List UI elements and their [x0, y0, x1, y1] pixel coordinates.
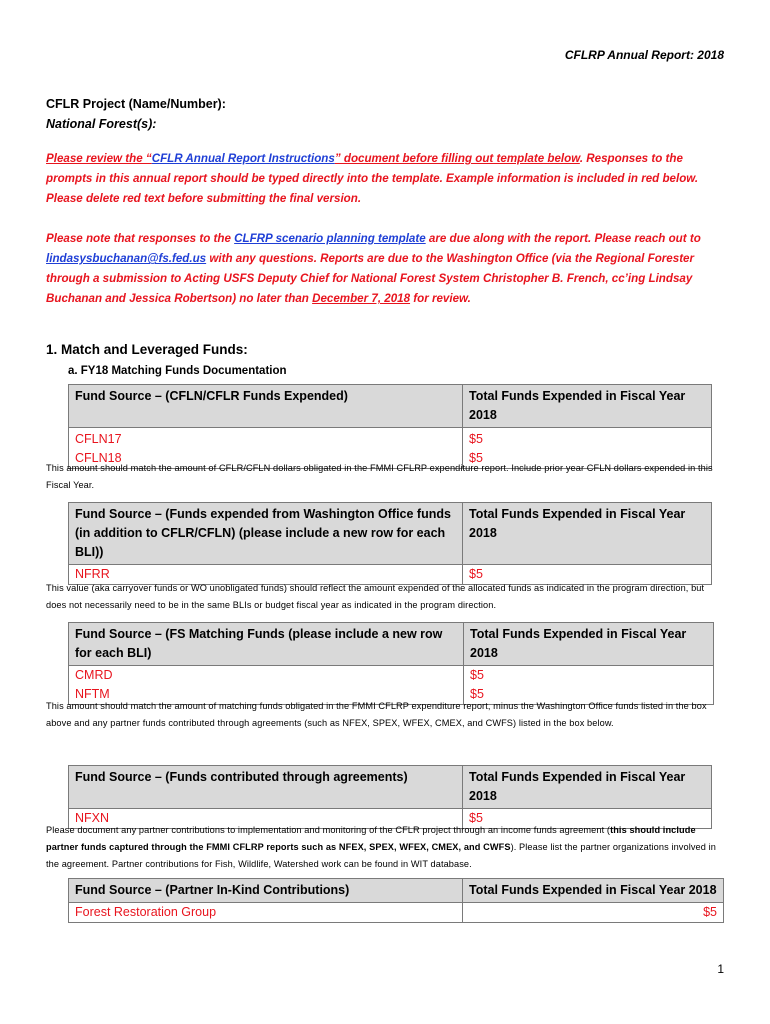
fund-source-cell[interactable]: NFRR — [69, 565, 463, 585]
total-funds-header: Total Funds Expended in Fiscal Year 2018 — [463, 766, 712, 809]
fund-source-cell[interactable]: CMRD NFTM — [69, 666, 464, 705]
amount-cell[interactable]: $5 — [463, 903, 724, 923]
project-name-label: CFLR Project (Name/Number): — [46, 97, 226, 111]
total-funds-header: Total Funds Expended in Fiscal Year 2018 — [463, 879, 724, 903]
note-matching: This amount should match the amount of matching funds obligated in the FMMI CFLRP expenditure report, minus the Washington Office funds listed in the box above and any partner funds contributed through agreements (such as NFEX, SPEX, WFEX, CMEX, and CWFS) listed in the box below. — [46, 701, 707, 728]
national-forest-label: National Forest(s): — [46, 117, 157, 131]
fund-source-cell[interactable]: NFXN — [69, 809, 463, 829]
funds-table-inkind — [68, 878, 724, 923]
instructions-paragraph-2: Please note that responses to the CLFRP scenario planning template are due along with the report. Please reach out to lindasysbuchanan@fs.fed.us with any questions. Reports are due to the Washington Office (via the Regional Forester through a submission to Acting USFS Deputy Chief for National Forest System Christopher B. French, cc’ing Lindsay Buchanan and Jessica Robertson) no later than December 7, 2018 for review. — [46, 232, 701, 305]
note-agreements: Please document any partner contributions to implementation and monitoring of the CFLR project through an income funds agreement (this should include partner funds captured through the FMMI CFLRP reports such as NFEX, SPEX, WFEX, CMEX, and CWFS). Please list the partner organizations involved in the agreement. Partner contributions for Fish, Wildlife, Watershed work can be found in WIT database. — [46, 825, 716, 869]
note-wo: This value (aka carryover funds or WO unobligated funds) should reflect the amount expended of the allocated funds as indicated in the program direction, but does not necessarily need to be in the same BLIs or budget fiscal year as indicated in the program direction. — [46, 583, 705, 610]
funds-table-wo — [68, 502, 712, 585]
amount-cell[interactable]: $5 — [463, 565, 712, 585]
total-funds-header: Total Funds Expended in Fiscal Year 2018 — [463, 385, 712, 428]
report-header: CFLRP Annual Report: 2018 — [564, 48, 724, 62]
scenario-template-link[interactable]: CLFRP scenario planning template — [234, 232, 426, 245]
fund-source-header: Fund Source – (Funds contributed through agreements) — [69, 766, 463, 809]
amount-cell[interactable]: $5 $5 — [463, 428, 712, 469]
due-date: December 7, 2018 — [312, 292, 411, 305]
total-funds-header: Total Funds Expended in Fiscal Year 2018 — [463, 503, 712, 565]
total-funds-header: Total Funds Expended in Fiscal Year 2018 — [464, 623, 714, 666]
amount-cell[interactable]: $5 $5 — [464, 666, 714, 705]
fund-source-header: Fund Source – (FS Matching Funds (please include a new row for each BLI) — [69, 623, 464, 666]
table-row — [69, 903, 724, 923]
page-number: 1 — [717, 962, 724, 976]
note-cflr: This amount should match the amount of CFLR/CFLN dollars obligated in the FMMI CFLRP expenditure report. Include prior year CFLN dollars expended in this Fiscal Year. — [46, 463, 713, 490]
email-link[interactable]: lindasysbuchanan@fs.fed.us — [46, 252, 207, 265]
instructions-link[interactable]: CFLR Annual Report Instructions — [151, 152, 335, 165]
section-subtitle: a. FY18 Matching Funds Documentation — [68, 365, 287, 377]
amount-cell[interactable]: $5 — [463, 809, 712, 829]
funds-table-agreements — [68, 765, 712, 829]
funds-table-matching — [68, 622, 714, 705]
fund-source-header: Fund Source – (CFLN/CFLR Funds Expended) — [69, 385, 463, 428]
section-title: 1. Match and Leveraged Funds: — [46, 342, 248, 357]
fund-source-header: Fund Source – (Funds expended from Washington Office funds (in addition to CFLR/CFLN) (please include a new row for each BLI)) — [69, 503, 463, 565]
fund-source-cell[interactable]: Forest Restoration Group — [69, 903, 463, 923]
instructions-paragraph-1: Please review the “CFLR Annual Report Instructions” document before filling out template below. Responses to the prompts in this annual report should be typed directly into the template. Example information is included in red below. Please delete red text before submitting the final version. — [46, 152, 699, 205]
fund-source-cell[interactable]: CFLN17 CFLN18 — [69, 428, 463, 469]
funds-table-cflr — [68, 384, 712, 469]
fund-source-header: Fund Source – (Partner In-Kind Contributions) — [69, 879, 463, 903]
